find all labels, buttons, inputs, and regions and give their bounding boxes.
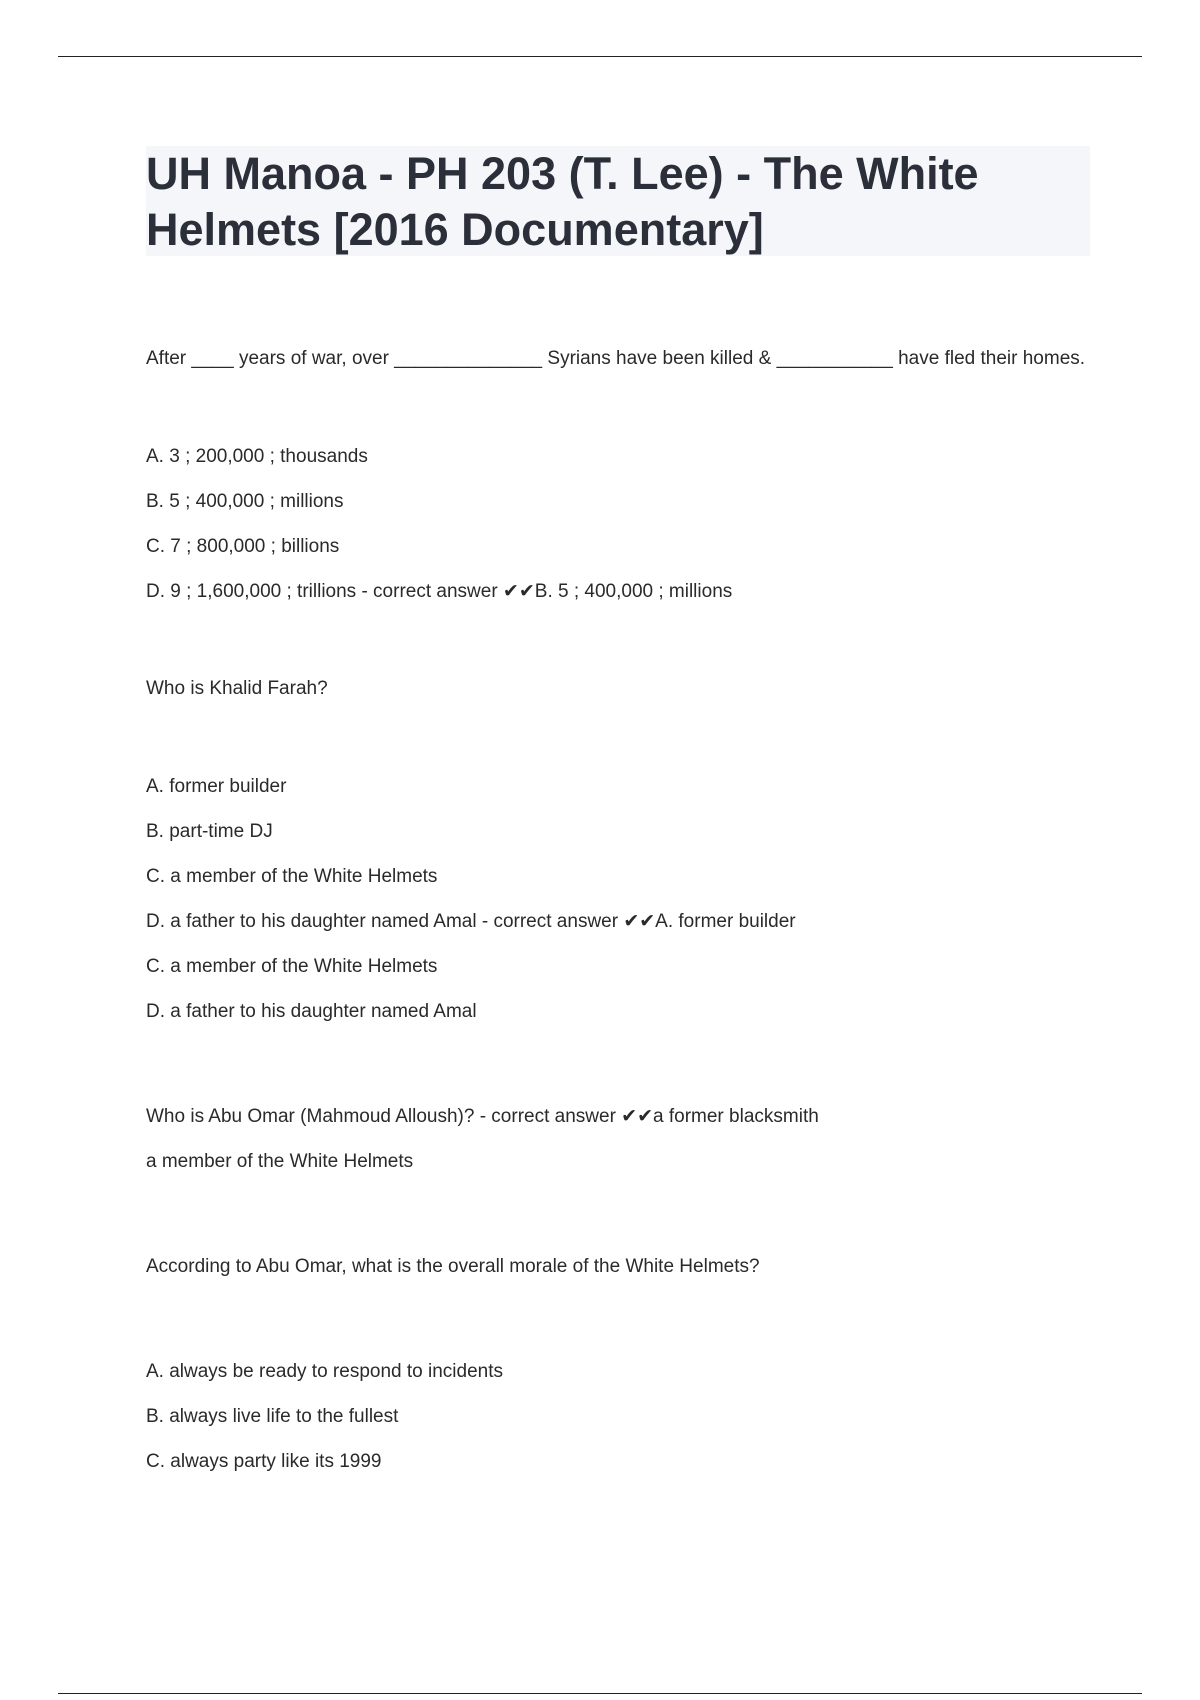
question-text: Who is Khalid Farah? (146, 678, 328, 699)
option-item: B. part-time DJ (146, 821, 273, 842)
option-item: B. always live life to the fullest (146, 1406, 399, 1427)
option-item: A. always be ready to respond to incidents (146, 1361, 503, 1382)
option-item: B. 5 ; 400,000 ; millions (146, 491, 344, 512)
question-text: According to Abu Omar, what is the overall morale of the White Helmets? (146, 1256, 760, 1277)
option-item: A. 3 ; 200,000 ; thousands (146, 446, 368, 467)
option-item: D. a father to his daughter named Amal - correct answer ✔✔A. former builder (146, 911, 796, 932)
document-title: UH Manoa - PH 203 (T. Lee) - The White Helmets [2016 Documentary] (146, 148, 979, 255)
option-item: C. always party like its 1999 (146, 1451, 382, 1472)
option-item: C. a member of the White Helmets (146, 866, 438, 887)
option-item: C. a member of the White Helmets (146, 956, 438, 977)
footer-rule (58, 1693, 1142, 1694)
option-item: D. 9 ; 1,600,000 ; trillions - correct answer ✔✔B. 5 ; 400,000 ; millions (146, 581, 733, 602)
document-body (146, 344, 1090, 1484)
header-rule (58, 56, 1142, 57)
question-text: Who is Abu Omar (Mahmoud Alloush)? - correct answer ✔✔a former blacksmith (146, 1106, 819, 1127)
question-text: After ____ years of war, over ______________ Syrians have been killed & ___________ have fled their homes. (146, 348, 1086, 369)
option-item: D. a father to his daughter named Amal (146, 1001, 477, 1022)
option-item: C. 7 ; 800,000 ; billions (146, 536, 340, 557)
option-item: A. former builder (146, 776, 287, 797)
answer-line: a member of the White Helmets (146, 1151, 414, 1172)
